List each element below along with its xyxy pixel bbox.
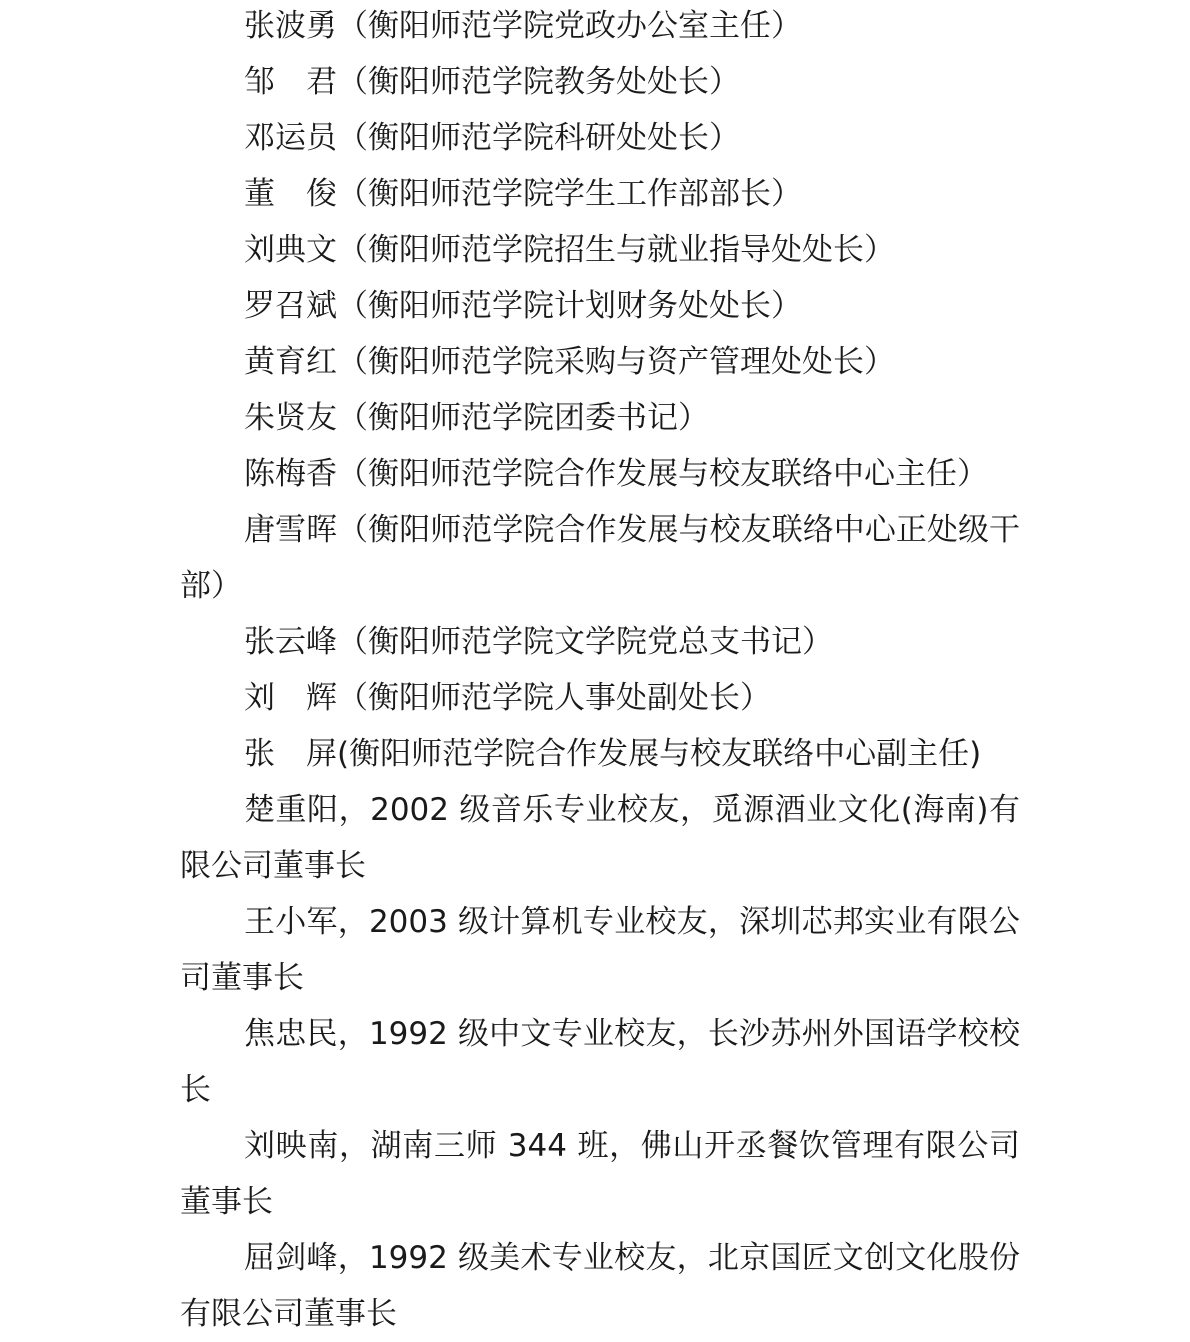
list-item: 陈梅香（衡阳师范学院合作发展与校友联络中心主任） <box>244 456 988 492</box>
list-item: 刘 辉（衡阳师范学院人事处副处长） <box>244 680 771 716</box>
list-item: 张 屏(衡阳师范学院合作发展与校友联络中心副主任) <box>244 736 982 772</box>
list-item: 邹 君（衡阳师范学院教务处处长） <box>244 64 740 100</box>
list-item: 刘映南，湖南三师 344 班，佛山开丞餐饮管理有限公司董事长 <box>180 1128 1020 1220</box>
list-item: 黄育红（衡阳师范学院采购与资产管理处处长） <box>244 344 895 380</box>
list-item: 董 俊（衡阳师范学院学生工作部部长） <box>244 176 802 212</box>
list-item: 张波勇（衡阳师范学院党政办公室主任） <box>244 8 802 44</box>
list-item: 张云峰（衡阳师范学院文学院党总支书记） <box>244 624 833 660</box>
list-item: 刘典文（衡阳师范学院招生与就业指导处处长） <box>244 232 895 268</box>
list-item: 邓运员（衡阳师范学院科研处处长） <box>244 120 740 156</box>
list-item: 罗召斌（衡阳师范学院计划财务处处长） <box>244 288 802 324</box>
document-body <box>180 0 1020 1342</box>
list-item: 唐雪晖（衡阳师范学院合作发展与校友联络中心正处级干部） <box>180 512 1020 604</box>
list-item: 朱贤友（衡阳师范学院团委书记） <box>244 400 709 436</box>
list-item: 楚重阳，2002 级音乐专业校友，觅源酒业文化(海南)有限公司董事长 <box>180 792 1020 884</box>
list-item: 焦忠民，1992 级中文专业校友，长沙苏州外国语学校校长 <box>180 1016 1020 1108</box>
list-item: 王小军，2003 级计算机专业校友，深圳芯邦实业有限公司董事长 <box>180 904 1020 996</box>
list-item: 屈剑峰，1992 级美术专业校友，北京国匠文创文化股份有限公司董事长 <box>180 1240 1020 1332</box>
